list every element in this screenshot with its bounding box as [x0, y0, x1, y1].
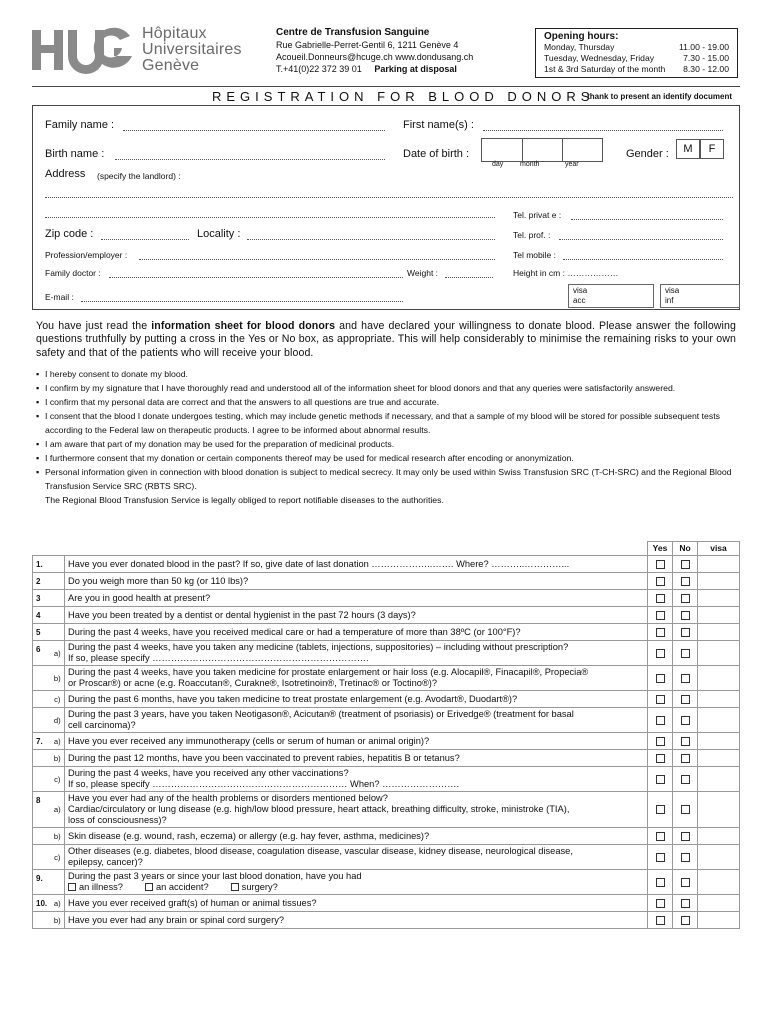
first-names-field[interactable] — [483, 130, 723, 131]
no-checkbox[interactable] — [681, 560, 690, 569]
profession-label: Profession/employer : — [45, 250, 128, 260]
consent-item: ▪ I confirm that my personal data are correct and that the answers to all questions are true and accurate. — [36, 395, 740, 409]
no-checkbox[interactable] — [681, 695, 690, 704]
table-row — [33, 733, 740, 750]
visa-cell[interactable] — [698, 828, 740, 845]
question-sub: a) — [51, 895, 65, 912]
question-text: Do you weigh more than 50 kg (or 110 lbs)? — [65, 573, 648, 590]
question-number: 9. — [33, 870, 51, 895]
no-checkbox[interactable] — [681, 878, 690, 887]
question-sub: a) — [51, 792, 65, 828]
table-row — [33, 828, 740, 845]
questionnaire-table — [32, 541, 740, 929]
visa-cell[interactable] — [698, 845, 740, 870]
registration-title: REGISTRATION FOR BLOOD DONORS — [212, 89, 595, 104]
tel-prof-label: Tel. prof. : — [513, 230, 551, 240]
question-number — [33, 708, 51, 733]
locality-label: Locality : — [197, 228, 241, 240]
no-checkbox[interactable] — [681, 754, 690, 763]
table-row — [33, 708, 740, 733]
table-row — [33, 750, 740, 767]
locality-field[interactable] — [247, 239, 495, 240]
question-sub — [51, 624, 65, 641]
yes-checkbox[interactable] — [656, 628, 665, 637]
question-text: During the past 4 weeks, have you received medical care or had a temperature of more than 38ºC (or 100°F)? — [65, 624, 648, 641]
visa-header: visa — [698, 542, 740, 556]
question-sub — [51, 607, 65, 624]
yes-checkbox[interactable] — [656, 805, 665, 814]
visa-cell[interactable] — [698, 556, 740, 573]
question-text: During the past 4 weeks, have you received any other vaccinations? If so, please specify ……………………………………………………… When? ……………………. — [65, 767, 648, 792]
table-row — [33, 607, 740, 624]
zip-label: Zip code : — [45, 228, 94, 240]
family-name-label: Family name : — [45, 119, 115, 131]
visa-cell[interactable] — [698, 895, 740, 912]
question-sub — [51, 590, 65, 607]
question-number: 5 — [33, 624, 51, 641]
donor-form: Family name : First name(s) : Birth name : Date of birth : day month year Gender : M F Address (specify the landlord) : Tel. privat e : Zip code : Locality : Tel. prof. : Profession/employer : Tel mobile : Family doctor : Weight : Height in cm : ……………… E-mail : visa acc visa inf — [32, 106, 740, 310]
question-sub: c) — [51, 845, 65, 870]
question-number — [33, 828, 51, 845]
question-sub: a) — [51, 641, 65, 666]
table-row — [33, 767, 740, 792]
question-sub — [51, 870, 65, 895]
question-number — [33, 750, 51, 767]
yes-checkbox[interactable] — [656, 832, 665, 841]
visa-cell[interactable] — [698, 767, 740, 792]
question-text: Have you been treated by a dentist or dental hygienist in the past 72 hours (3 days)? — [65, 607, 648, 624]
yes-checkbox[interactable] — [656, 775, 665, 784]
consent-item: ▪ I confirm by my signature that I have thoroughly read and understood all of the information sheet for blood donors and that any queries were satisfactorily answered. — [36, 381, 740, 395]
question-sub: a) — [51, 733, 65, 750]
registration-note: thank to present an identify document — [587, 92, 732, 101]
question-number — [33, 845, 51, 870]
visa-inf-box[interactable]: visa inf — [660, 284, 740, 308]
tel-private-field[interactable] — [571, 219, 723, 220]
no-checkbox[interactable] — [681, 716, 690, 725]
profession-field[interactable] — [139, 259, 495, 260]
gender-f-box[interactable]: F — [700, 139, 724, 159]
address-label: Address — [45, 168, 86, 180]
question-number: 4 — [33, 607, 51, 624]
family-doctor-field[interactable] — [109, 277, 403, 278]
visa-cell[interactable] — [698, 590, 740, 607]
question-number: 10. — [33, 895, 51, 912]
question-sub: b) — [51, 666, 65, 691]
yes-checkbox[interactable] — [656, 560, 665, 569]
opening-hours-box: Opening hours: Monday, Thursday 11.00 - 19.00 Tuesday, Wednesday, Friday 7.30 - 15.00 1st & 3rd Saturday of the month 8.30 - 12.00 — [535, 28, 738, 78]
intro-paragraph: You have just read the information sheet for blood donors and have declared your willingness to donate blood. Please answer the following questions truthfully by putting a cross in the Yes or No box, as appropriate. This will help considerably to minimise the remaining risks to your own safety and that of the patients who will receive your blood. — [36, 320, 736, 359]
question-number — [33, 767, 51, 792]
consent-tail: The Regional Blood Transfusion Service is legally obliged to report notifiable diseases to the authorities. — [45, 495, 444, 505]
hug-logo — [32, 26, 132, 74]
visa-cell[interactable] — [698, 573, 740, 590]
gender-label: Gender : — [626, 148, 669, 160]
yes-checkbox[interactable] — [656, 916, 665, 925]
family-doctor-label: Family doctor : — [45, 268, 101, 278]
question-sub: c) — [51, 767, 65, 792]
table-row — [33, 624, 740, 641]
yes-checkbox[interactable] — [656, 674, 665, 683]
table-row — [33, 590, 740, 607]
question-number — [33, 666, 51, 691]
address-field-2[interactable] — [45, 217, 495, 218]
family-name-field[interactable] — [123, 130, 385, 131]
question-text: Have you ever had any of the health problems or disorders mentioned below? Cardiac/circulatory or lung disease (e.g. high/low blood pressure, heart attack, breathing difficulty, stroke, ministroke (TIA), loss of consciousness)? — [65, 792, 648, 828]
question-text: During the past 3 years, have you taken Neotigason®, Acicutan® (treatment of psoriasis) or Erivedge® (treatment for basal cell carcinoma)? — [65, 708, 648, 733]
table-row — [33, 895, 740, 912]
question-text: Other diseases (e.g. diabetes, blood disease, coagulation disease, vascular disease, kidney disease, neurological disease, epilepsy, cancer)? — [65, 845, 648, 870]
question-text: Have you ever received any immunotherapy (cells or serum of human or animal origin)? — [65, 733, 648, 750]
registration-title-bar — [32, 86, 740, 106]
no-checkbox[interactable] — [681, 577, 690, 586]
question-sub — [51, 573, 65, 590]
consent-item: ▪ I furthermore consent that my donation or certain components thereof may be used for medical research after encoding or anonymization. — [36, 451, 740, 465]
yes-checkbox[interactable] — [656, 754, 665, 763]
hospital-name: Hôpitaux Universitaires Genève — [142, 25, 242, 74]
date-of-birth-label: Date of birth : — [403, 148, 470, 160]
yes-checkbox[interactable] — [656, 649, 665, 658]
question-text: During the past 12 months, have you been vaccinated to prevent rabies, hepatitis B or tetanus? — [65, 750, 648, 767]
visa-cell[interactable] — [698, 666, 740, 691]
date-of-birth-field[interactable] — [481, 138, 603, 162]
option-checkbox[interactable] — [145, 883, 153, 891]
visa-cell[interactable] — [698, 624, 740, 641]
table-row — [33, 666, 740, 691]
no-checkbox[interactable] — [681, 649, 690, 658]
zip-field[interactable] — [101, 239, 189, 240]
question-text: Are you in good health at present? — [65, 590, 648, 607]
question-text: During the past 3 years or since your last blood donation, have you had an illness? an accident? surgery? — [65, 870, 648, 895]
consent-item: ▪ Personal information given in connection with blood donation is subject to medical secrecy. It may only be used within Swiss Transfusion SRC (T-CH-SRC) and the Regional Blood Transfusion Service SRC (RBTS SRC). — [36, 465, 740, 493]
yes-checkbox[interactable] — [656, 853, 665, 862]
visa-cell[interactable] — [698, 792, 740, 828]
tel-mobile-field[interactable] — [563, 259, 723, 260]
question-sub: d) — [51, 708, 65, 733]
question-sub: b) — [51, 828, 65, 845]
question-number: 7. — [33, 733, 51, 750]
visa-acc-box[interactable]: visa acc — [568, 284, 654, 308]
table-row — [33, 912, 740, 929]
yes-checkbox[interactable] — [656, 611, 665, 620]
question-text: Have you ever donated blood in the past? If so, give date of last donation ………………..……. Where? ………..…………... — [65, 556, 648, 573]
yes-checkbox[interactable] — [656, 878, 665, 887]
consent-item: ▪ I hereby consent to donate my blood. — [36, 367, 740, 381]
no-checkbox[interactable] — [681, 775, 690, 784]
visa-cell[interactable] — [698, 870, 740, 895]
no-checkbox[interactable] — [681, 628, 690, 637]
table-row — [33, 573, 740, 590]
table-row — [33, 792, 740, 828]
question-number — [33, 912, 51, 929]
no-checkbox[interactable] — [681, 832, 690, 841]
table-header — [33, 542, 740, 556]
no-checkbox[interactable] — [681, 594, 690, 603]
question-number — [33, 691, 51, 708]
tel-prof-field[interactable] — [559, 239, 723, 240]
question-text: During the past 4 weeks, have you taken medicine for prostate enlargement or hair loss (e.g. Alocapil®, Finacapil®, Propecia® or Proscar®) or acne (e.g. Roaccutan®, Curakne®, Isotretinoin®, Tretinac® or Toctino®)? — [65, 666, 648, 691]
no-header: No — [673, 542, 698, 556]
table-row — [33, 870, 740, 895]
birth-name-field[interactable] — [115, 159, 385, 160]
consent-item: ▪ I consent that the blood I donate undergoes testing, which may include genetic methods if necessary, and that a sample of my blood will be stored for possible subsequent tests according to the Federal law on therapeutic products. I agree to be informed about abnormal results. — [36, 409, 740, 437]
yes-checkbox[interactable] — [656, 737, 665, 746]
consent-item: ▪ I am aware that part of my donation may be used for the preparation of medicinal products. — [36, 437, 740, 451]
tel-private-label: Tel. privat e : — [513, 210, 562, 220]
email-label: E-mail : — [45, 292, 74, 302]
question-sub: b) — [51, 750, 65, 767]
yes-checkbox[interactable] — [656, 577, 665, 586]
address-field-1[interactable] — [45, 197, 733, 198]
consent-list — [36, 367, 740, 507]
no-checkbox[interactable] — [681, 737, 690, 746]
question-sub — [51, 556, 65, 573]
question-text: During the past 6 months, have you taken medicine to treat prostate enlargement (e.g. Avodart®, Duodart®)? — [65, 691, 648, 708]
yes-checkbox[interactable] — [656, 716, 665, 725]
no-checkbox[interactable] — [681, 916, 690, 925]
visa-cell[interactable] — [698, 641, 740, 666]
no-checkbox[interactable] — [681, 853, 690, 862]
question-text: Skin disease (e.g. wound, rash, eczema) or allergy (e.g. hay fever, asthma, medicines)? — [65, 828, 648, 845]
question-number: 3 — [33, 590, 51, 607]
visa-cell[interactable] — [698, 691, 740, 708]
weight-label: Weight : — [407, 268, 439, 278]
visa-cell[interactable] — [698, 750, 740, 767]
visa-cell[interactable] — [698, 708, 740, 733]
question-number: 6 — [33, 641, 51, 666]
visa-cell[interactable] — [698, 607, 740, 624]
question-number: 1. — [33, 556, 51, 573]
tel-mobile-label: Tel mobile : — [513, 250, 556, 260]
table-row — [33, 556, 740, 573]
yes-checkbox[interactable] — [656, 899, 665, 908]
no-checkbox[interactable] — [681, 611, 690, 620]
birth-name-label: Birth name : — [45, 148, 105, 160]
visa-cell[interactable] — [698, 912, 740, 929]
question-sub: c) — [51, 691, 65, 708]
center-info: Centre de Transfusion Sanguine Rue Gabrielle-Perret-Gentil 6, 1211 Genève 4 Acoueil.Donneurs@hcuge.ch www.dondusang.ch T.+41(0)22 372 39 01 Parking at disposal — [276, 27, 474, 74]
table-row — [33, 691, 740, 708]
weight-field[interactable] — [445, 277, 493, 278]
yes-header: Yes — [648, 542, 673, 556]
question-number: 8 — [33, 792, 51, 828]
question-sub: b) — [51, 912, 65, 929]
yes-checkbox[interactable] — [656, 695, 665, 704]
yes-checkbox[interactable] — [656, 594, 665, 603]
first-names-label: First name(s) : — [403, 119, 474, 131]
question-text: Have you ever received graft(s) of human or animal tissues? — [65, 895, 648, 912]
question-text: During the past 4 weeks, have you taken any medicine (tablets, injections, suppositories) – including without prescription? If so, please specify ……………………………………………………………. — [65, 641, 648, 666]
option-checkbox[interactable] — [68, 883, 76, 891]
center-title: Centre de Transfusion Sanguine — [276, 27, 430, 38]
visa-cell[interactable] — [698, 733, 740, 750]
email-field[interactable] — [81, 301, 403, 302]
table-row — [33, 641, 740, 666]
question-number: 2 — [33, 573, 51, 590]
option-checkbox[interactable] — [231, 883, 239, 891]
height-label[interactable]: Height in cm : ……………… — [513, 268, 619, 278]
no-checkbox[interactable] — [681, 674, 690, 683]
question-text: Have you ever had any brain or spinal cord surgery? — [65, 912, 648, 929]
no-checkbox[interactable] — [681, 899, 690, 908]
table-row — [33, 845, 740, 870]
no-checkbox[interactable] — [681, 805, 690, 814]
gender-m-box[interactable]: M — [676, 139, 700, 159]
